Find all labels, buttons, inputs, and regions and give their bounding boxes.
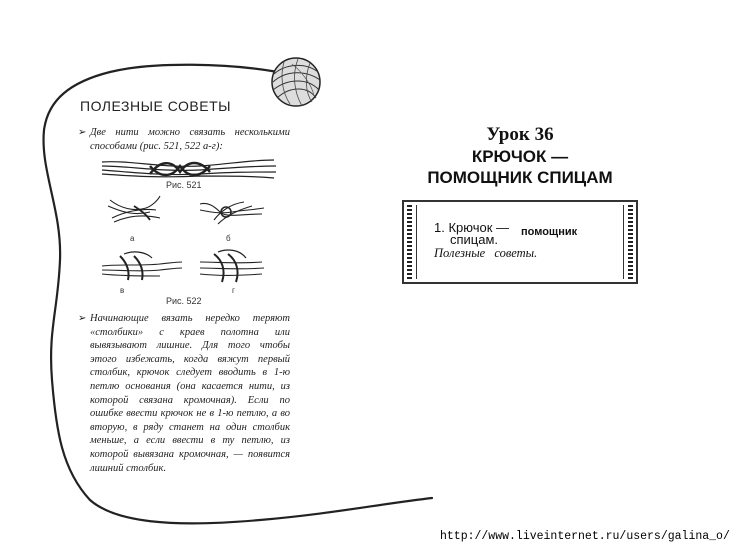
toc-item-1-part-1: 1. Крючок —: [434, 220, 510, 235]
tip-1-text: Две нити можно связать несколькими способами (рис. 521, 522 а-г):: [90, 127, 290, 152]
tip-item-2: [78, 312, 290, 475]
tip-2-text: Начинающие вязать нередко теряют «столбики» с краев полотна или вывязывают лишние. Для того чтобы этого избежать, когда вяжут первый столбик, крючок следует вводить в 1-ю петлю основания (она касается нити, из которой связана кромочная). Если по ошибке ввести крючок не в 1-ю петлю, а во вторую, в ряду станет на один столбик меньше, а если ввести в ту петлю, из которой вывязана кромочная, — появится лишний столбик.: [90, 313, 290, 474]
left-page-heading: ПОЛЕЗНЫЕ СОВЕТЫ: [80, 98, 232, 114]
lesson-title-line-2: ПОМОЩНИК СПИЦАМ: [427, 168, 613, 187]
figure-521-drawing: [102, 160, 276, 178]
figure-522-label-v: в: [120, 286, 125, 295]
lesson-number: Урок 36: [486, 124, 554, 145]
frame-inner-border: [416, 205, 624, 279]
toc-item-2: Полезные советы.: [434, 246, 538, 260]
frame-border-ornament: [407, 205, 412, 279]
table-of-contents-frame: [402, 200, 638, 284]
yarn-ball-icon: [272, 58, 320, 106]
figure-522-v-drawing: [102, 252, 182, 280]
arrow-bullet-icon: ➢: [78, 313, 87, 324]
figure-522-b-drawing: [200, 202, 264, 224]
figure-522-label-g: г: [232, 286, 235, 295]
toc-item-1-part-3: спицам.: [450, 232, 499, 247]
figure-522-caption: Рис. 522: [166, 296, 202, 306]
figure-522-g-drawing: [200, 250, 264, 282]
lesson-title-line-1: КРЮЧОК —: [471, 147, 569, 166]
source-url: http://www.liveinternet.ru/users/galina_o/: [440, 530, 730, 543]
figure-521-caption: Рис. 521: [166, 180, 202, 190]
tip-item-1: [78, 126, 290, 153]
lesson-title: [380, 146, 660, 188]
figure-522-a-drawing: [108, 196, 160, 222]
figure-522-label-b: б: [226, 234, 231, 243]
figure-522-label-a: а: [130, 234, 135, 243]
toc-item-1-part-2: помощник: [521, 226, 578, 238]
arrow-bullet-icon: ➢: [78, 127, 87, 138]
frame-border-ornament: [628, 205, 633, 279]
